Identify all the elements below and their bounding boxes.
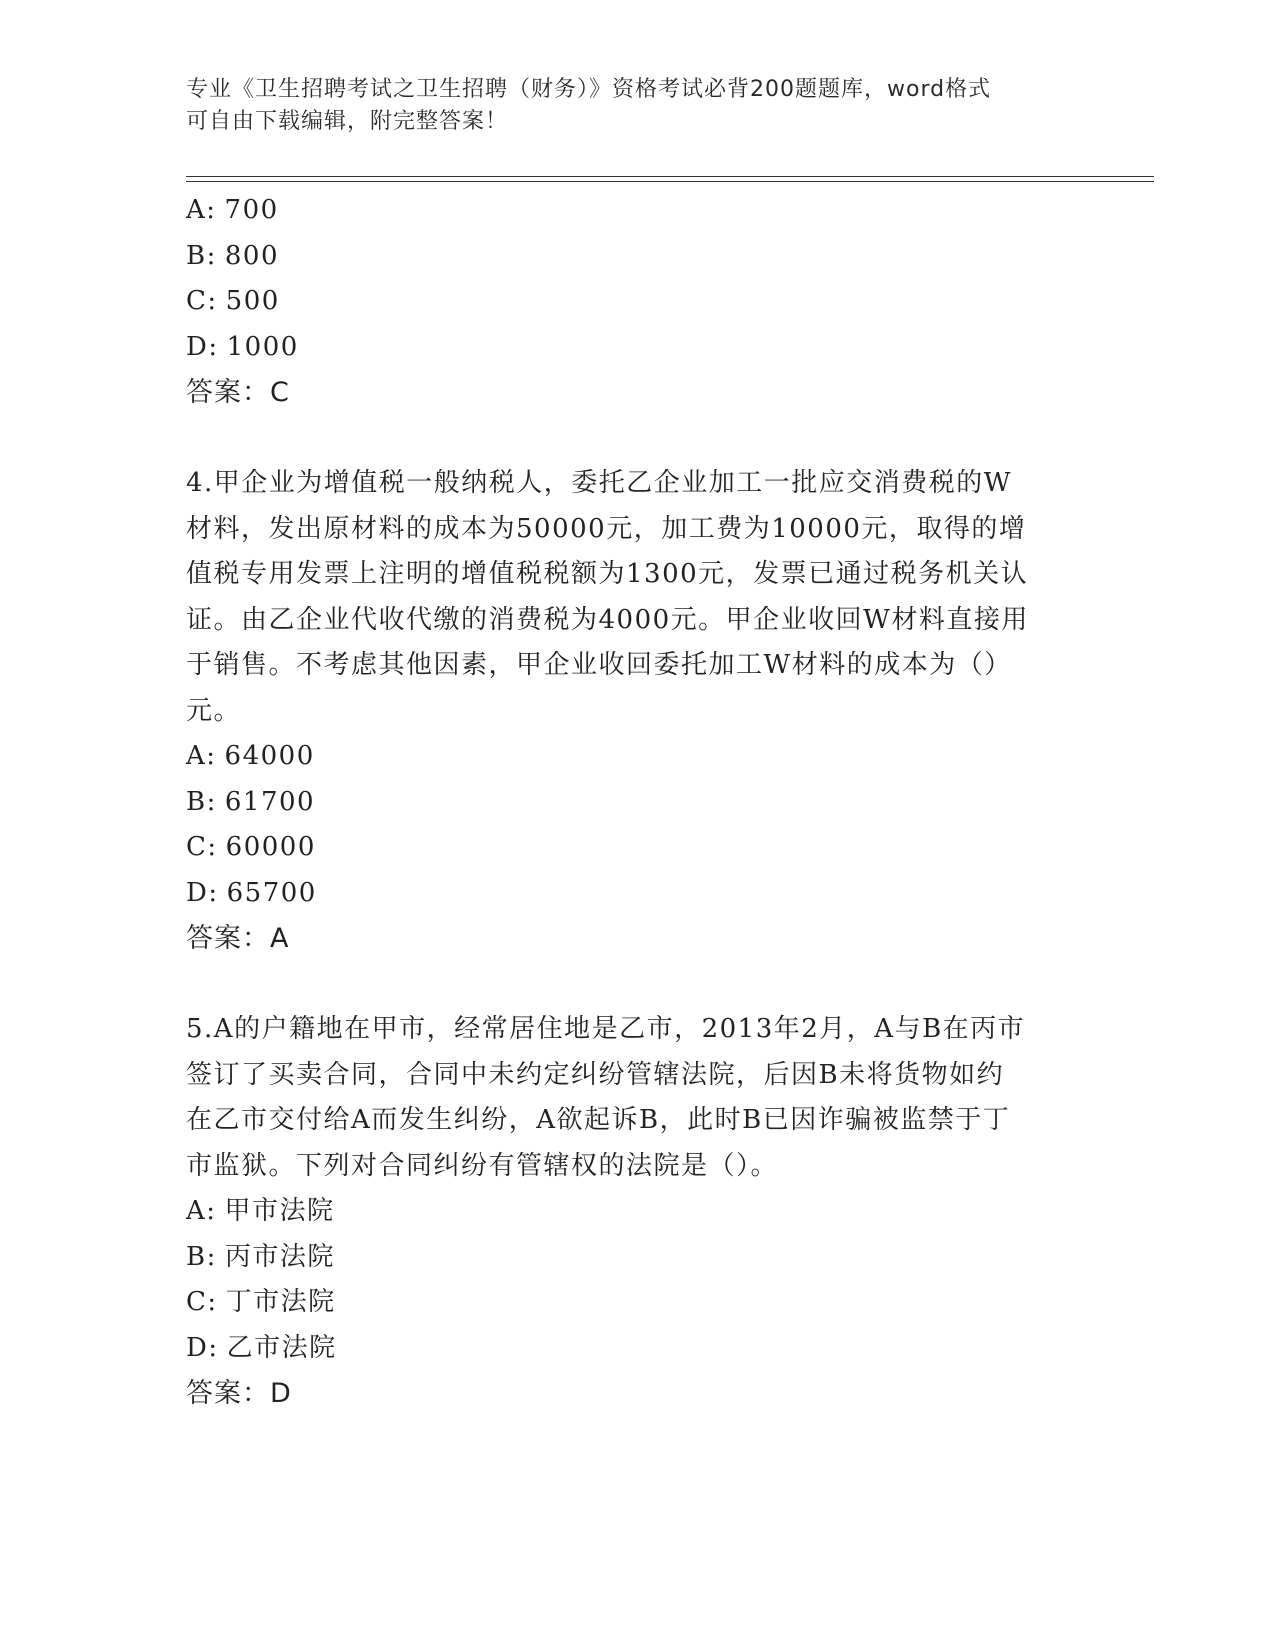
- spacer: [186, 416, 1076, 461]
- spacer: [186, 962, 1076, 1007]
- option-text: 甲市法院: [224, 1196, 335, 1226]
- header-divider-top: [186, 176, 1154, 177]
- option-text: 65700: [226, 877, 317, 908]
- option-label: D:: [186, 1332, 219, 1363]
- option-label: A:: [186, 195, 217, 225]
- option-a: [186, 1189, 1076, 1235]
- option-b: [186, 1235, 1076, 1281]
- option-text: 60000: [225, 832, 316, 862]
- question-text-line: 材料，发出原材料的成本为50000元，加工费为10000元，取得的增: [186, 513, 1027, 544]
- answer-q4: 答案：A: [186, 923, 290, 954]
- option-text: 64000: [224, 741, 315, 771]
- option-b: [186, 234, 1076, 280]
- question-text-line: 5.A的户籍地在甲市，经常居住地是乙市，2013年2月，A与B在丙市: [186, 1014, 1026, 1044]
- option-label: B:: [186, 1241, 217, 1272]
- option-a: [186, 734, 1076, 780]
- option-label: A:: [186, 741, 217, 771]
- answer-q5: 答案：D: [186, 1378, 292, 1409]
- option-c: [186, 1280, 1076, 1326]
- header-divider-bottom: [186, 181, 1154, 182]
- header-line-1: 专业《卫生招聘考试之卫生招聘（财务）》资格考试必背200题题库，word格式: [186, 77, 992, 102]
- answer-q3: 答案：C: [186, 377, 290, 408]
- option-text: 500: [225, 286, 280, 316]
- option-text: 700: [224, 195, 279, 225]
- question-text-line: 证。由乙企业代收代缴的消费税为4000元。甲企业收回W材料直接用: [186, 604, 1029, 635]
- question-3-options: [186, 188, 1076, 370]
- option-label: D:: [186, 331, 219, 362]
- option-label: C:: [186, 832, 218, 862]
- question-text-line: 市监狱。下列对合同纠纷有管辖权的法院是（）。: [186, 1150, 779, 1181]
- option-a: [186, 188, 1076, 234]
- option-c: [186, 279, 1076, 325]
- question-5-options: [186, 1189, 1076, 1371]
- option-label: A:: [186, 1196, 217, 1226]
- option-b: [186, 780, 1076, 826]
- option-label: C:: [186, 1287, 218, 1317]
- option-d: [186, 871, 1076, 917]
- question-text-line: 元。: [186, 695, 242, 726]
- document-body: [186, 188, 1076, 1417]
- question-text-line: 签订了买卖合同，合同中未约定纠纷管辖法院，后因B未将货物如约: [186, 1059, 1005, 1090]
- option-text: 乙市法院: [226, 1332, 337, 1363]
- question-text-line: 值税专用发票上注明的增值税税额为1300元，发票已通过税务机关认: [186, 559, 1029, 589]
- option-d: [186, 325, 1076, 371]
- option-d: [186, 1326, 1076, 1372]
- option-label: C:: [186, 286, 218, 316]
- option-label: B:: [186, 786, 217, 817]
- question-5: [186, 1007, 1076, 1189]
- option-text: 1000: [226, 331, 299, 362]
- document-header: [186, 74, 1066, 138]
- option-text: 丙市法院: [224, 1241, 335, 1272]
- option-text: 61700: [224, 786, 316, 817]
- question-text-line: 在乙市交付给A而发生纠纷，A欲起诉B，此时B已因诈骗被监禁于丁: [186, 1105, 1011, 1135]
- question-4: [186, 461, 1076, 734]
- option-label: D:: [186, 877, 219, 908]
- option-text: 800: [224, 240, 280, 271]
- option-c: [186, 825, 1076, 871]
- option-text: 丁市法院: [225, 1287, 336, 1317]
- option-label: B:: [186, 240, 217, 271]
- question-text-line: 4.甲企业为增值税一般纳税人，委托乙企业加工一批应交消费税的W: [186, 468, 1013, 498]
- question-4-options: [186, 734, 1076, 916]
- header-line-2: 可自由下载编辑，附完整答案！: [186, 109, 509, 134]
- question-text-line: 于销售。不考虑其他因素，甲企业收回委托加工W材料的成本为（）: [186, 650, 1012, 680]
